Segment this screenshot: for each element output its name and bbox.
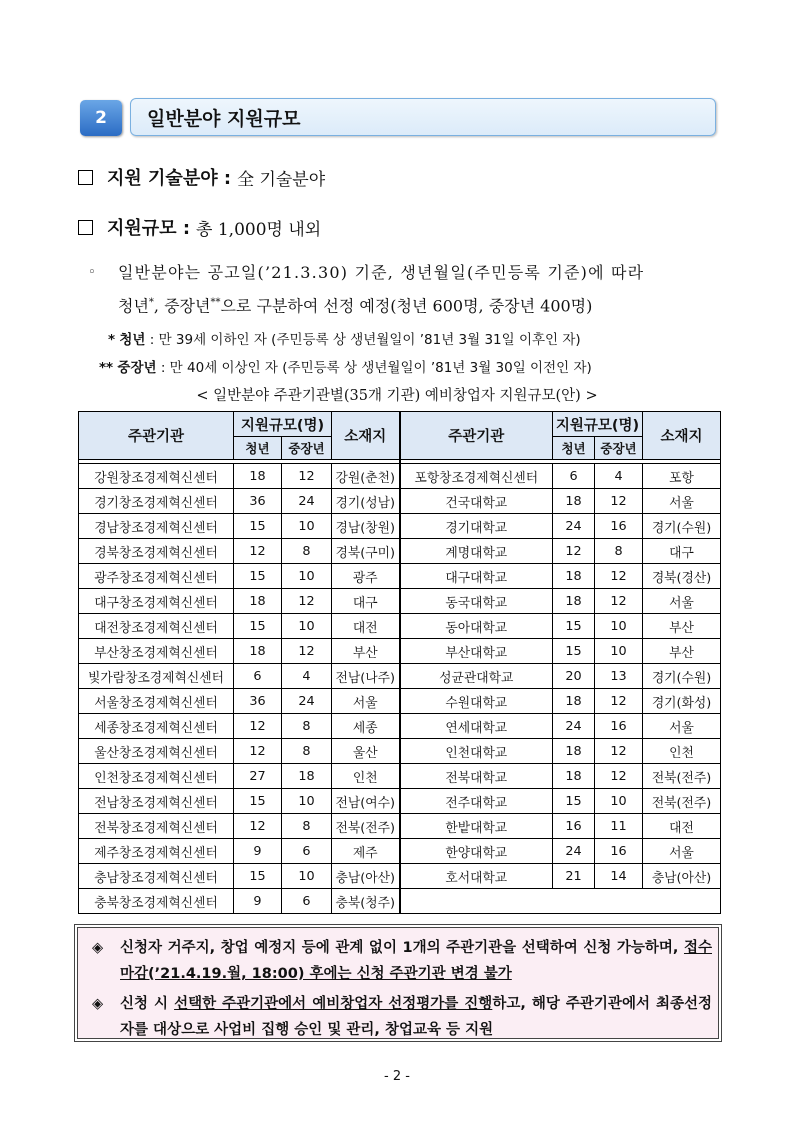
footnote-mark-2: ** [210, 297, 221, 308]
cell-org: 전북대학교 [400, 764, 553, 789]
cell-location: 서울 [643, 489, 721, 514]
cell-youth: 18 [553, 589, 595, 614]
diamond-bullet-icon: ◈ [92, 996, 104, 1012]
table-row [79, 539, 721, 564]
cell-youth: 12 [234, 739, 282, 764]
cell-middle: 11 [595, 814, 643, 839]
header-scale: 지원규모(명) [553, 412, 643, 437]
cell-location: 전남(여수) [332, 789, 400, 814]
cell-middle: 10 [595, 614, 643, 639]
cell-middle: 16 [595, 714, 643, 739]
header-middle: 중장년 [282, 437, 332, 460]
table-row [79, 864, 721, 889]
cell-middle: 16 [595, 514, 643, 539]
cell-youth: 6 [234, 664, 282, 689]
cell-middle: 10 [282, 564, 332, 589]
cell-location: 제주 [332, 839, 400, 864]
cell-location: 대전 [332, 614, 400, 639]
cell-youth: 24 [553, 714, 595, 739]
cell-youth: 18 [234, 589, 282, 614]
cell-org: 충북창조경제혁신센터 [79, 889, 234, 914]
cell-middle: 12 [595, 564, 643, 589]
section-title-box [130, 98, 716, 136]
cell-middle: 8 [282, 814, 332, 839]
cell-location: 서울 [332, 689, 400, 714]
cell-youth: 18 [553, 764, 595, 789]
cell-middle: 10 [282, 864, 332, 889]
cell-youth: 18 [234, 464, 282, 489]
cell-org: 동국대학교 [400, 589, 553, 614]
cell-location: 대전 [643, 814, 721, 839]
section-title: 일반분야 지원규모 [147, 108, 301, 130]
cell-org: 경북창조경제혁신센터 [79, 539, 234, 564]
cell-middle: 12 [282, 589, 332, 614]
note-text: : 만 40세 이상인 자 (주민등록 상 생년월일이 ’81년 3월 30일 이전인 자) [156, 360, 592, 376]
cell-location: 인천 [643, 739, 721, 764]
cell-middle: 12 [595, 589, 643, 614]
cell-middle: 10 [595, 789, 643, 814]
cell-org: 수원대학교 [400, 689, 553, 714]
cell-youth: 15 [234, 564, 282, 589]
cell-youth: 16 [553, 814, 595, 839]
note-mark: * [108, 332, 116, 348]
note-term: 청년 [119, 332, 146, 348]
cell-location: 부산 [332, 639, 400, 664]
cell-location: 세종 [332, 714, 400, 739]
cell-location: 경기(화성) [643, 689, 721, 714]
cell-youth: 18 [553, 489, 595, 514]
cell-location: 포항 [643, 464, 721, 489]
cell-location: 강원(춘천) [332, 464, 400, 489]
cell-location: 대구 [643, 539, 721, 564]
cell-youth: 18 [234, 639, 282, 664]
empty-cell [400, 889, 721, 914]
cell-youth: 15 [553, 614, 595, 639]
cell-youth: 18 [553, 739, 595, 764]
cell-location: 서울 [643, 589, 721, 614]
cell-location: 서울 [643, 714, 721, 739]
cell-youth: 15 [553, 789, 595, 814]
cell-youth: 27 [234, 764, 282, 789]
cell-youth: 36 [234, 489, 282, 514]
cell-middle: 12 [595, 489, 643, 514]
cell-middle: 12 [595, 739, 643, 764]
cell-org: 인천대학교 [400, 739, 553, 764]
cell-org: 부산창조경제혁신센터 [79, 639, 234, 664]
cell-location: 서울 [643, 839, 721, 864]
bullet-icon: ◦ [88, 265, 96, 280]
cell-middle: 13 [595, 664, 643, 689]
cell-org: 대구창조경제혁신센터 [79, 589, 234, 614]
notice-box [74, 924, 722, 1042]
cell-middle: 8 [282, 739, 332, 764]
table-row [79, 514, 721, 539]
note-term: 중장년 [117, 360, 157, 376]
cell-middle: 12 [595, 764, 643, 789]
cell-org: 부산대학교 [400, 639, 553, 664]
cell-youth: 15 [234, 614, 282, 639]
checkbox-square-icon [78, 220, 93, 235]
cell-middle: 14 [595, 864, 643, 889]
cell-location: 충남(아산) [332, 864, 400, 889]
cell-location: 전북(전주) [643, 789, 721, 814]
cell-youth: 6 [553, 464, 595, 489]
item-tech-field-value: 全 기술분야 [237, 169, 326, 190]
header-org: 주관기관 [400, 412, 553, 460]
cell-middle: 24 [282, 489, 332, 514]
table-row [79, 564, 721, 589]
table-row [79, 889, 721, 914]
cell-youth: 24 [553, 839, 595, 864]
table-caption: < 일반분야 주관기관별(35개 기관) 예비창업자 지원규모(안) > [196, 388, 598, 404]
notice-underlined-text: 선택한 주관기관에서 예비창업자 선정평가를 진행 [174, 996, 493, 1012]
cell-org: 연세대학교 [400, 714, 553, 739]
cell-middle: 6 [282, 839, 332, 864]
cell-org: 동아대학교 [400, 614, 553, 639]
cell-middle: 12 [282, 639, 332, 664]
cell-org: 경기대학교 [400, 514, 553, 539]
notice-underlined-text: 접수 마감(’21.4.19.월, 18:00) 후에는 신청 주관기관 변경 불가 [120, 940, 712, 982]
item-support-scale-label: 지원규모 : [107, 218, 191, 239]
cell-middle: 24 [282, 689, 332, 714]
cell-org: 인천창조경제혁신센터 [79, 764, 234, 789]
cell-org: 한양대학교 [400, 839, 553, 864]
paragraph-line-1: 일반분야는 공고일(’21.3.30) 기준, 생년월일(주민등록 기준)에 따라 [118, 263, 645, 282]
cell-middle: 10 [595, 639, 643, 664]
cell-youth: 18 [553, 564, 595, 589]
cell-org: 호서대학교 [400, 864, 553, 889]
cell-location: 울산 [332, 739, 400, 764]
cell-org: 계명대학교 [400, 539, 553, 564]
support-scale-table [78, 411, 721, 914]
cell-location: 경북(경산) [643, 564, 721, 589]
table-row [79, 639, 721, 664]
cell-org: 경남창조경제혁신센터 [79, 514, 234, 539]
table-row [79, 814, 721, 839]
section-header [80, 98, 716, 138]
table-row [79, 714, 721, 739]
cell-org: 성균관대학교 [400, 664, 553, 689]
cell-youth: 18 [553, 689, 595, 714]
cell-middle: 16 [595, 839, 643, 864]
cell-middle: 12 [595, 689, 643, 714]
cell-youth: 20 [553, 664, 595, 689]
cell-location: 광주 [332, 564, 400, 589]
cell-location: 경남(창원) [332, 514, 400, 539]
cell-youth: 12 [234, 714, 282, 739]
cell-youth: 15 [234, 514, 282, 539]
cell-youth: 9 [234, 889, 282, 914]
cell-org: 세종창조경제혁신센터 [79, 714, 234, 739]
cell-location: 인천 [332, 764, 400, 789]
cell-youth: 15 [234, 789, 282, 814]
footnote-mark-1: * [148, 297, 154, 308]
cell-location: 경기(성남) [332, 489, 400, 514]
header-youth: 청년 [234, 437, 282, 460]
diamond-bullet-icon: ◈ [92, 940, 104, 956]
cell-location: 부산 [643, 639, 721, 664]
cell-org: 경기창조경제혁신센터 [79, 489, 234, 514]
cell-org: 전주대학교 [400, 789, 553, 814]
table-row [79, 614, 721, 639]
item-support-scale-value: 총 1,000명 내외 [196, 219, 322, 240]
notice-text: 하고, 해당 주관기관에서 최종선정자를 대상으로 사업비 집행 승인 및 관리, 창업교육 등 지원 [120, 996, 713, 1038]
cell-youth: 36 [234, 689, 282, 714]
cell-location: 전북(전주) [332, 814, 400, 839]
cell-location: 경기(수원) [643, 514, 721, 539]
cell-youth: 12 [234, 814, 282, 839]
cell-middle: 10 [282, 614, 332, 639]
cell-middle: 12 [282, 464, 332, 489]
cell-youth: 15 [553, 639, 595, 664]
notice-text: 신청자 거주지, 창업 예정지 등에 관계 없이 1개의 주관기관을 선택하여 신청 가능하며, [120, 940, 684, 956]
cell-org: 포항창조경제혁신센터 [400, 464, 553, 489]
item-support-scale [78, 214, 321, 240]
item-tech-field-label: 지원 기술분야 : [107, 168, 232, 189]
cell-org: 전남창조경제혁신센터 [79, 789, 234, 814]
cell-youth: 21 [553, 864, 595, 889]
cell-org: 충남창조경제혁신센터 [79, 864, 234, 889]
cell-org: 서울창조경제혁신센터 [79, 689, 234, 714]
note-mark: ** [99, 360, 114, 376]
note-text: : 만 39세 이하인 자 (주민등록 상 생년월일이 ’81년 3월 31일 이후인 자) [145, 332, 581, 348]
header-middle: 중장년 [595, 437, 643, 460]
section-number: 2 [80, 100, 122, 136]
cell-middle: 8 [595, 539, 643, 564]
header-location: 소재지 [643, 412, 721, 460]
cell-middle: 18 [282, 764, 332, 789]
cell-org: 강원창조경제혁신센터 [79, 464, 234, 489]
cell-org: 광주창조경제혁신센터 [79, 564, 234, 589]
checkbox-square-icon [78, 170, 93, 185]
notice-text: 신청 시 [120, 996, 175, 1012]
cell-middle: 4 [595, 464, 643, 489]
cell-location: 충남(아산) [643, 864, 721, 889]
youth-term: 청년 [118, 296, 149, 316]
header-youth: 청년 [553, 437, 595, 460]
cell-location: 대구 [332, 589, 400, 614]
note-youth [108, 328, 581, 348]
cell-middle: 8 [282, 539, 332, 564]
table-row [79, 589, 721, 614]
middle-term: , 중장년 [153, 296, 211, 316]
cell-youth: 9 [234, 839, 282, 864]
cell-org: 한밭대학교 [400, 814, 553, 839]
cell-middle: 10 [282, 514, 332, 539]
cell-location: 전남(나주) [332, 664, 400, 689]
cell-middle: 10 [282, 789, 332, 814]
table-row [79, 764, 721, 789]
page-number: - 2 - [384, 1069, 410, 1084]
table-row [79, 464, 721, 489]
cell-youth: 12 [234, 539, 282, 564]
cell-location: 충북(청주) [332, 889, 400, 914]
cell-middle: 4 [282, 664, 332, 689]
cell-middle: 8 [282, 714, 332, 739]
note-middle [99, 356, 592, 376]
table-row [79, 739, 721, 764]
cell-org: 전북창조경제혁신센터 [79, 814, 234, 839]
cell-org: 건국대학교 [400, 489, 553, 514]
header-location: 소재지 [332, 412, 400, 460]
cell-location: 경북(구미) [332, 539, 400, 564]
header-scale: 지원규모(명) [234, 412, 332, 437]
table-row [79, 664, 721, 689]
paragraph-line-2-rest: 으로 구분하여 선정 예정(청년 600명, 중장년 400명) [220, 296, 593, 316]
cell-org: 빛가람창조경제혁신센터 [79, 664, 234, 689]
cell-youth: 12 [553, 539, 595, 564]
cell-location: 전북(전주) [643, 764, 721, 789]
cell-youth: 15 [234, 864, 282, 889]
header-org: 주관기관 [79, 412, 234, 460]
table-row [79, 689, 721, 714]
table-row [79, 789, 721, 814]
cell-location: 경기(수원) [643, 664, 721, 689]
paragraph-line-2 [118, 288, 718, 321]
cell-youth: 24 [553, 514, 595, 539]
cell-org: 대구대학교 [400, 564, 553, 589]
cell-org: 대전창조경제혁신센터 [79, 614, 234, 639]
cell-middle: 6 [282, 889, 332, 914]
cell-org: 제주창조경제혁신센터 [79, 839, 234, 864]
cell-org: 울산창조경제혁신센터 [79, 739, 234, 764]
cell-location: 부산 [643, 614, 721, 639]
table-row [79, 839, 721, 864]
table-row [79, 489, 721, 514]
item-tech-field [78, 164, 325, 190]
